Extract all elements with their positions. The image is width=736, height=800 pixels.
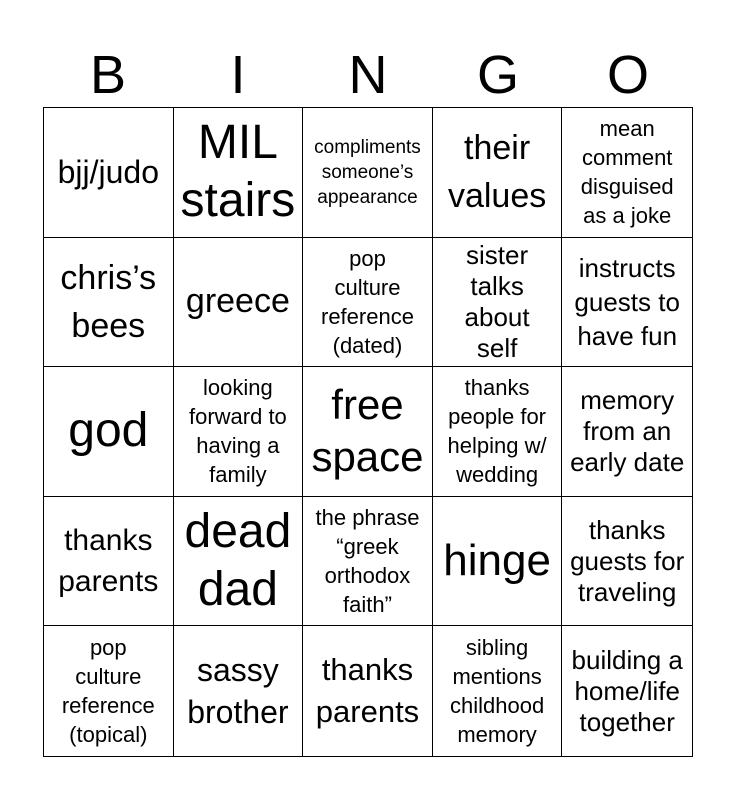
cell-text: god bbox=[68, 404, 149, 458]
bingo-cell-r3-c4[interactable] bbox=[433, 367, 563, 497]
cell-text: thanks people for helping w/ wedding bbox=[447, 375, 547, 488]
cell-text: mean comment disguised as a joke bbox=[580, 116, 674, 229]
header-letter-b: B bbox=[89, 45, 127, 105]
bingo-cell-r4-c3[interactable] bbox=[303, 497, 433, 627]
bingo-header bbox=[43, 44, 693, 106]
bingo-cell-r4-c1[interactable] bbox=[44, 497, 174, 627]
cell-text: thanks parents bbox=[58, 524, 159, 599]
bingo-cell-r3-c1[interactable] bbox=[44, 367, 174, 497]
cell-text: hinge bbox=[443, 536, 551, 586]
cell-text: sibling mentions childhood memory bbox=[450, 635, 545, 748]
bingo-cell-r1-c2[interactable] bbox=[174, 108, 304, 238]
cell-text: sister talks about self bbox=[464, 239, 530, 363]
bingo-cell-r5-c2[interactable] bbox=[174, 626, 304, 756]
cell-text: the phrase “greek orthodox faith” bbox=[315, 505, 420, 618]
bingo-cell-r1-c1[interactable] bbox=[44, 108, 174, 238]
cell-text: compliments someone’s appearance bbox=[314, 136, 421, 208]
header-letter-o: O bbox=[606, 45, 649, 105]
cell-text: greece bbox=[185, 282, 290, 321]
cell-text: dead dad bbox=[184, 505, 292, 617]
cell-text: chris’s bees bbox=[60, 258, 157, 345]
bingo-cell-r4-c4[interactable] bbox=[433, 497, 563, 627]
cell-text: looking forward to having a family bbox=[188, 375, 287, 488]
bingo-cell-r2-c2[interactable] bbox=[174, 238, 304, 368]
bingo-cell-r1-c4[interactable] bbox=[433, 108, 563, 238]
cell-text: memory from an early date bbox=[570, 384, 685, 477]
bingo-cell-r2-c3[interactable] bbox=[303, 238, 433, 368]
bingo-cell-r4-c2[interactable] bbox=[174, 497, 304, 627]
header-letter-g: G bbox=[476, 45, 519, 105]
bingo-cell-r4-c5[interactable] bbox=[562, 497, 692, 627]
cell-text: sassy brother bbox=[187, 652, 289, 731]
cell-text: MIL stairs bbox=[180, 116, 296, 228]
cell-text: thanks parents bbox=[315, 652, 420, 730]
bingo-cell-r5-c1[interactable] bbox=[44, 626, 174, 756]
cell-text: bjj/judo bbox=[57, 153, 159, 190]
cell-text: pop culture reference (dated) bbox=[321, 245, 414, 358]
bingo-cell-r5-c4[interactable] bbox=[433, 626, 563, 756]
bingo-cell-r1-c3[interactable] bbox=[303, 108, 433, 238]
bingo-cell-r2-c5[interactable] bbox=[562, 238, 692, 368]
header-letter-n: N bbox=[348, 45, 388, 105]
bingo-cell-r3-c3[interactable] bbox=[303, 367, 433, 497]
bingo-cell-r3-c2[interactable] bbox=[174, 367, 304, 497]
bingo-cell-r2-c4[interactable] bbox=[433, 238, 563, 368]
cell-text: thanks guests for traveling bbox=[570, 514, 685, 607]
header-letter-i: I bbox=[230, 45, 246, 105]
cell-text: instructs guests to have fun bbox=[574, 252, 680, 351]
bingo-cell-r5-c5[interactable] bbox=[562, 626, 692, 756]
cell-text: their values bbox=[447, 129, 547, 216]
bingo-cell-r3-c5[interactable] bbox=[562, 367, 692, 497]
cell-text: free space bbox=[311, 381, 424, 481]
cell-text: building a home/life together bbox=[571, 644, 683, 737]
cell-text: pop culture reference (topical) bbox=[61, 635, 155, 748]
bingo-cell-r2-c1[interactable] bbox=[44, 238, 174, 368]
bingo-cell-r1-c5[interactable] bbox=[562, 108, 692, 238]
bingo-cell-r5-c3[interactable] bbox=[303, 626, 433, 756]
bingo-board bbox=[43, 107, 693, 757]
